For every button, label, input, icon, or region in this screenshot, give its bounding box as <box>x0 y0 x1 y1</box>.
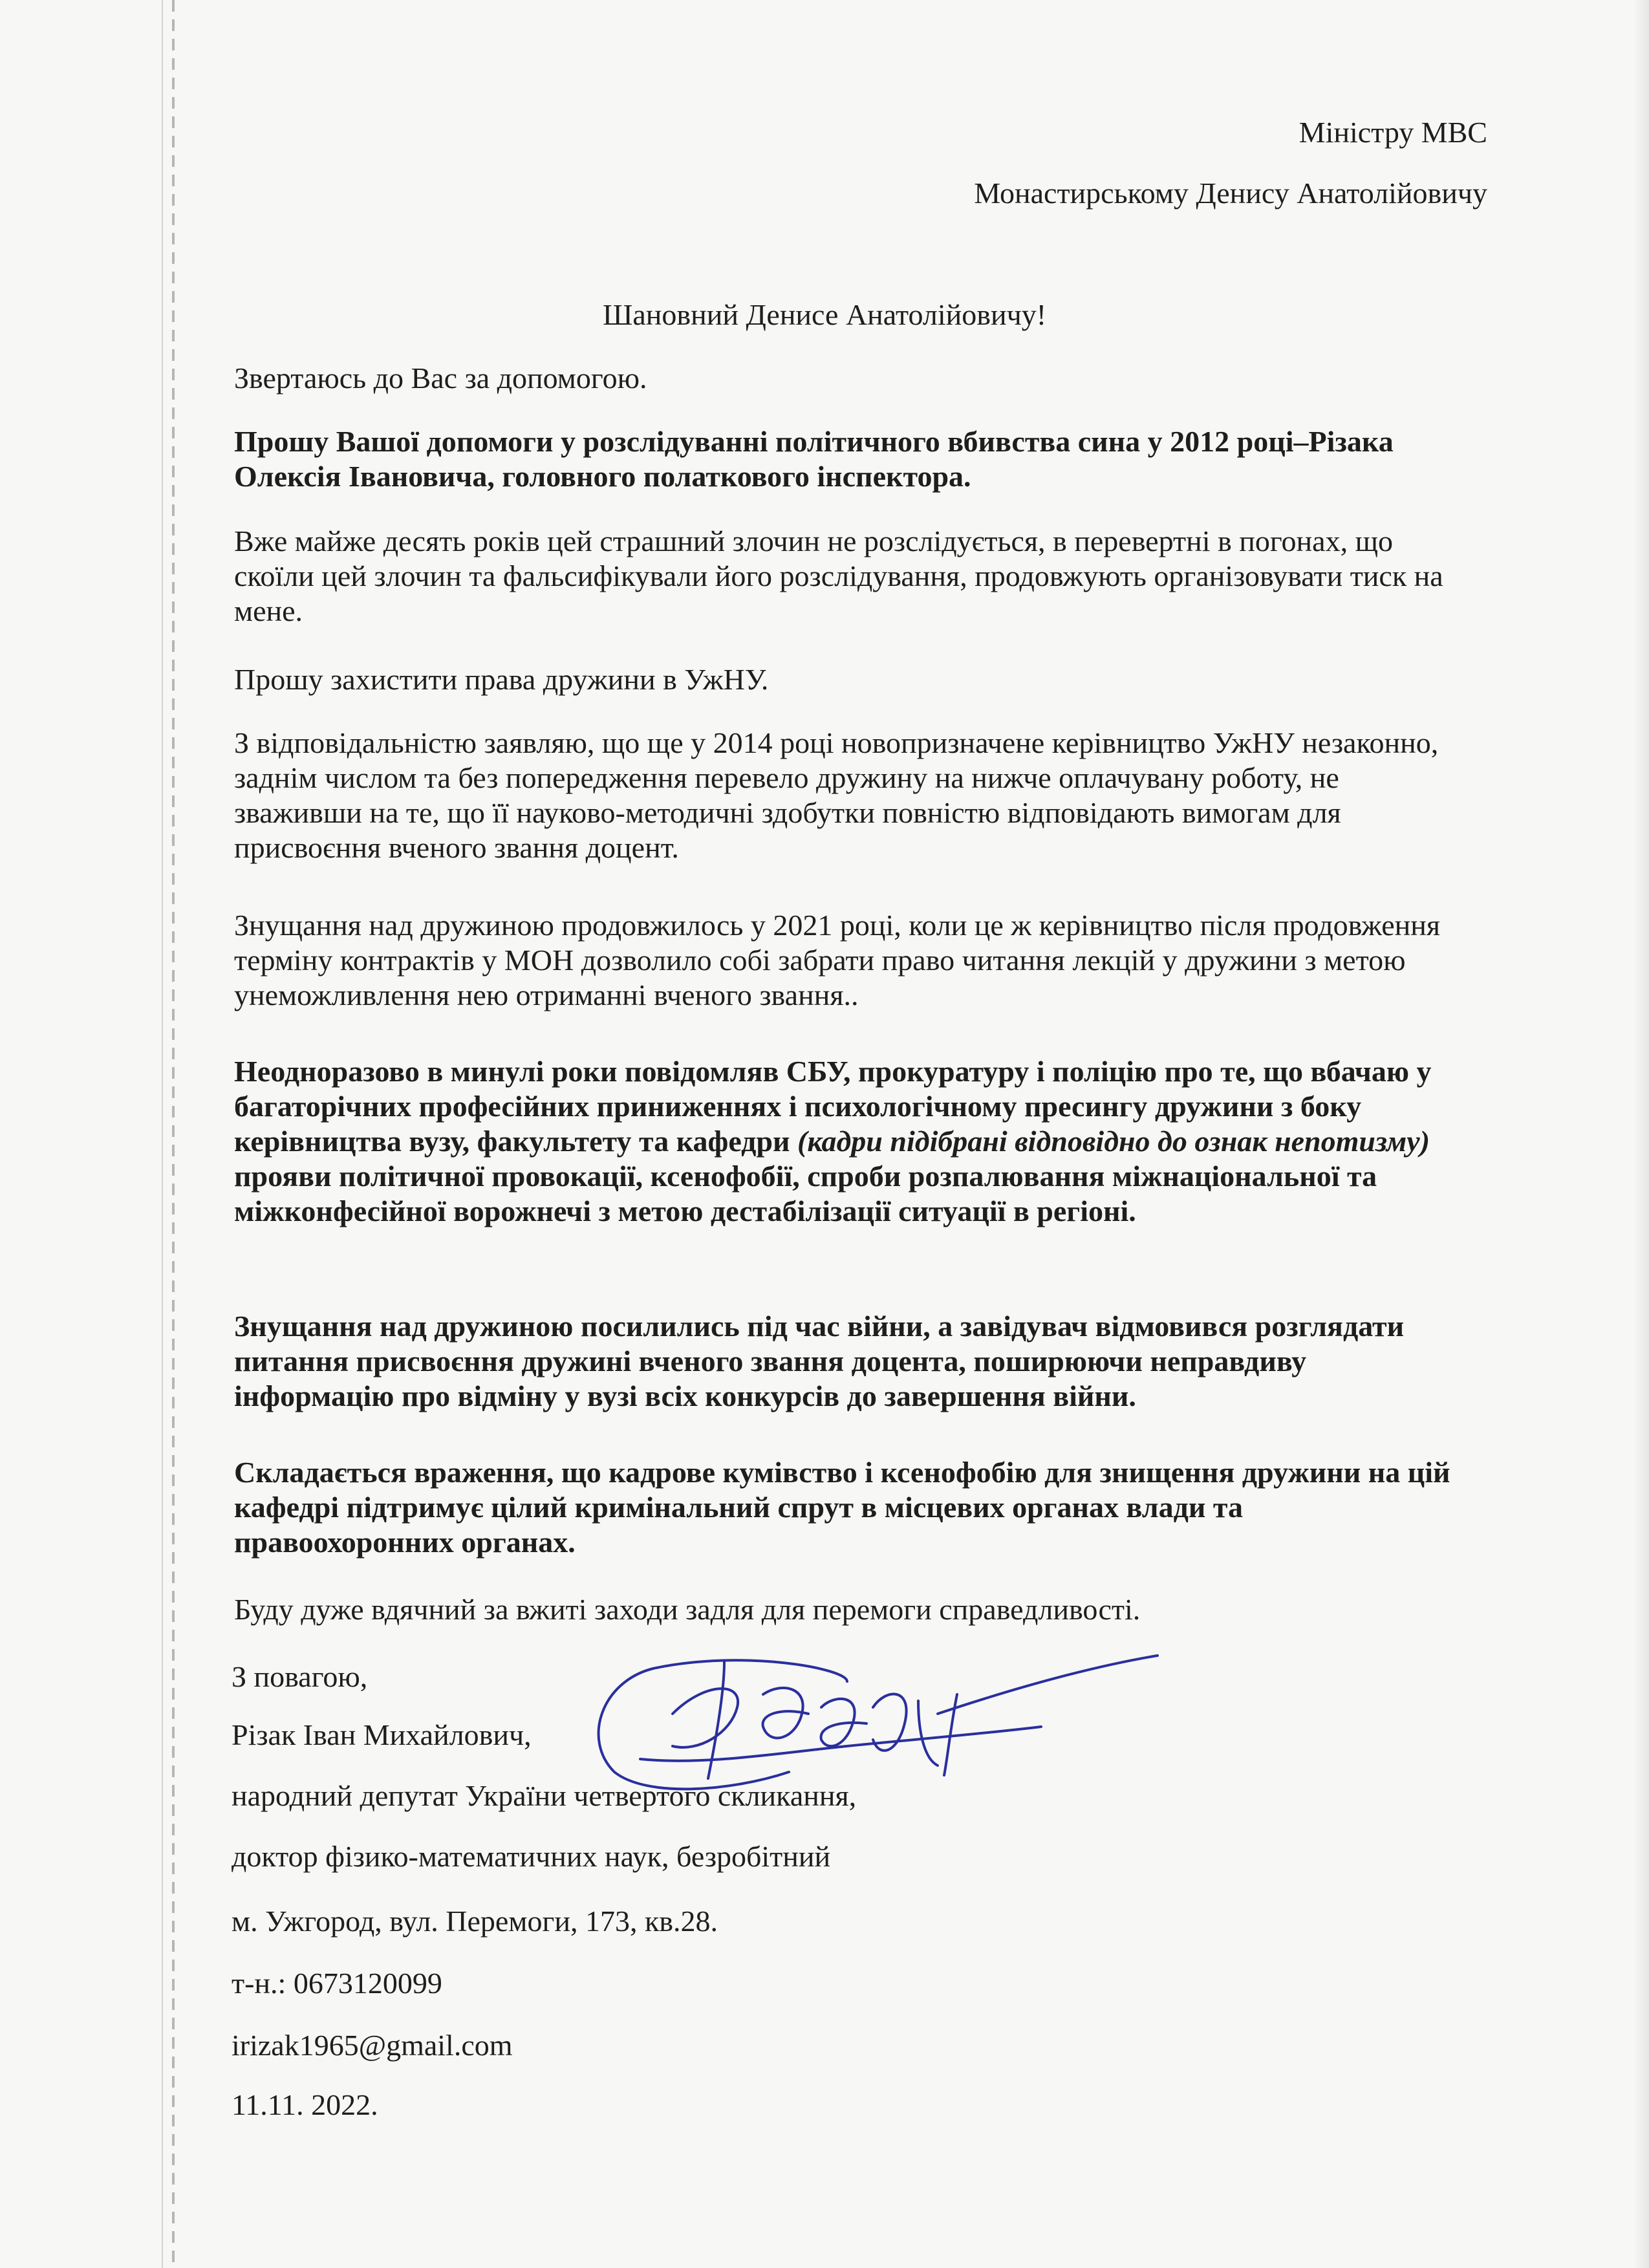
paragraph-reports-part-a: Неодноразово в минулі роки повідомляв СБУ, прокуратуру і поліцію про те, що вбачаю у багаторічних професійних приниженнях і психологічному пресингу дружини з боку керівництва вузу, факультету та кафедри <box>234 1055 1432 1158</box>
author-email: irizak1965@gmail.com <box>232 2029 513 2062</box>
handwritten-signature <box>576 1643 1170 1804</box>
addressee-line-2: Монастирському Денису Анатолійовичу <box>974 177 1487 210</box>
paragraph-murder-request: Прошу Вашої допомоги у розслідуванні політичного вбивства сина у 2012 році–Різака Олексія Івановича, головного полаткового інспектора. <box>234 425 1394 493</box>
paragraph-repeated-reports <box>234 1054 1463 1229</box>
scan-right-edge <box>1633 0 1649 2268</box>
regards: З повагою, <box>232 1660 368 1693</box>
scan-edge-line <box>162 0 163 2268</box>
paragraph-reports-nepotism-note: (кадри підібрані відповідно до ознак непотизму) <box>797 1125 1430 1158</box>
salutation: Шановний Денисе Анатолійовичу! <box>602 298 1047 331</box>
author-phone: т-н.: 0673120099 <box>232 1967 442 2000</box>
author-address: м. Ужгород, вул. Перемоги, 173, кв.28. <box>232 1905 718 1938</box>
paragraph-gratitude: Буду дуже вдячний за вжиті заходи задля для перемоги справедливості. <box>234 1593 1141 1626</box>
author-title-deputy: народний депутат України четвертого скликання, <box>232 1779 857 1812</box>
letter-date: 11.11. 2022. <box>232 2088 378 2121</box>
paragraph-ten-years: Вже майже десять років цей страшний злочин не розслідується, в перевертні в погонах, що скоїли цей злочин та фальсифікували його розслідування, продовжують організовувати тиск на мене. <box>234 524 1443 627</box>
addressee-line-1: Міністру МВС <box>1299 116 1487 149</box>
paragraph-reports-part-c: прояви політичної провокації, ксенофобії, спроби розпалювання міжнаціональної та міжконфесійної ворожнечі з метою дестабілізації ситуації в регіоні. <box>234 1160 1377 1227</box>
paragraph-protect-wife: Прошу захистити права дружини в УжНУ. <box>234 663 769 696</box>
paragraph-war: Знущання над дружиною посилились під час війни, а завідувач відмовився розглядати питання присвоєння дружині вченого звання доцента, поширюючи неправдиву інформацію про відміну у вузі всіх конкурсів до завершення війни. <box>234 1310 1405 1412</box>
paragraph-2021: Знущання над дружиною продовжилось у 2021 році, коли це ж керівництво після продовження терміну контрактів у МОН дозволило собі забрати право читання лекцій у дружини з метою унеможливлення нею отриманні вченого звання.. <box>234 909 1441 1011</box>
paragraph-appeal: Звертаюсь до Вас за допомогою. <box>234 362 647 394</box>
author-name: Різак Іван Михайлович, <box>232 1718 532 1751</box>
scan-punch-edge <box>172 0 175 2268</box>
paragraph-impression: Складається враження, що кадрове кумівство і ксенофобію для знищення дружини на цій кафедрі підтримує цілий кримінальний спрут в місцевих органах влади та правоохоронних органах. <box>234 1456 1450 1559</box>
author-title-doctor: доктор фізико-математичних наук, безробітний <box>232 1840 831 1873</box>
paragraph-2014: З відповідальністю заявляю, що ще у 2014 році новопризначене керівництво УжНУ незаконно, заднім числом та без попередження перевело дружину на нижче оплачувану роботу, не зваживши на те, що її науково-методичні здобутки повністю відповідають вимогам для присвоєння вченого звання доцент. <box>234 726 1439 864</box>
